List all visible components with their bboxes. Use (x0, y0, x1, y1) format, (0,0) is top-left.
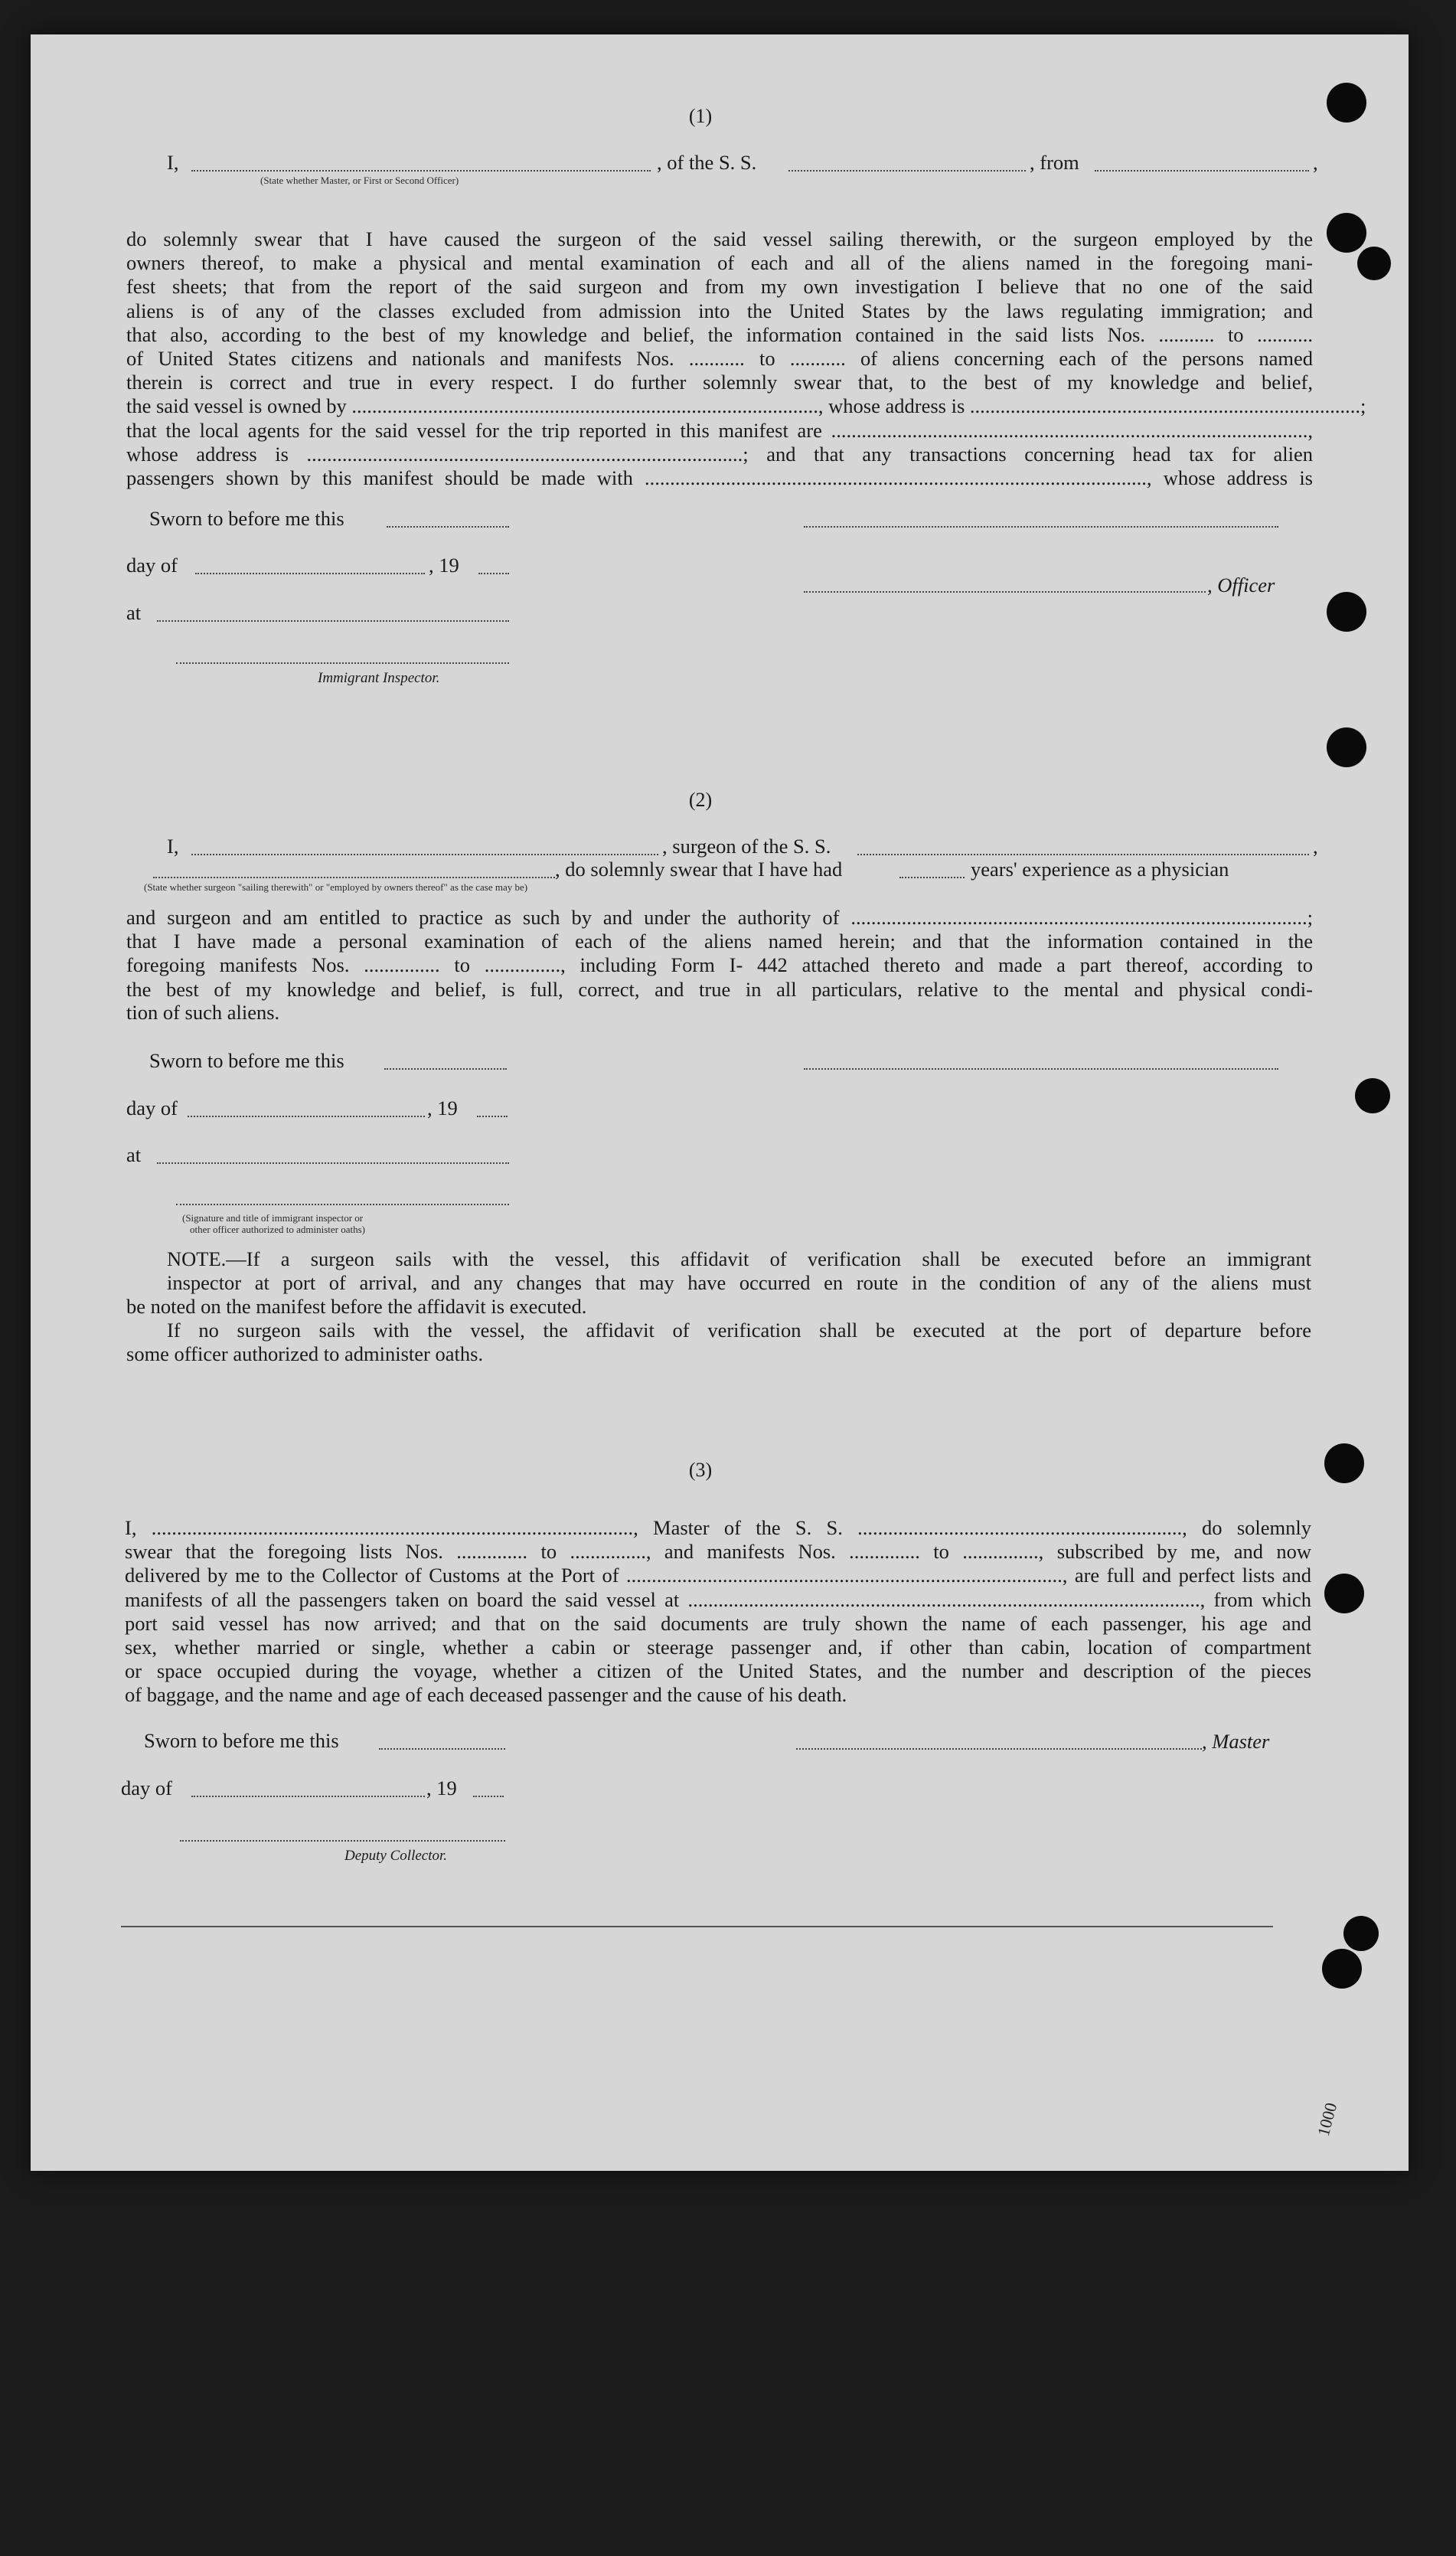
s1-rank-field[interactable] (191, 170, 651, 173)
s3-day-of: day of (121, 1776, 172, 1799)
s3-body-line: swear that the foregoing lists Nos. .............. to ..............., and manifests Nos. .............. to ..............., subscribed by me, and now (125, 1540, 1311, 1564)
s2-at: at (126, 1143, 142, 1166)
s2-year-field[interactable] (477, 1116, 508, 1119)
s1-body-line: aliens is of any of the classes excluded from admission into the United States by the laws regulating immigration; and (126, 299, 1313, 322)
section-2-number: (2) (688, 789, 713, 811)
s2-year: , 19 (427, 1097, 458, 1119)
s1-inspector-label: Immigrant Inspector. (318, 670, 440, 686)
s2-day-of: day of (126, 1097, 178, 1119)
punch-hole (1327, 592, 1366, 632)
s1-body-line: whose address is ......................................................................................; and that any transactions concerning head tax for alien (126, 442, 1313, 466)
s1-body-line: therein is correct and true in every respect. I do further solemnly swear that, to the best of my knowledge and belief, (126, 371, 1313, 394)
s2-line2-end: years' experience as a physician (971, 858, 1229, 881)
s2-inspector-signature-field[interactable] (176, 1204, 509, 1207)
s1-body-line: that also, according to the best of my knowledge and belief, the information contained in the said lists Nos. ........... to ........... (126, 322, 1313, 346)
s1-year-field[interactable] (478, 573, 509, 576)
s1-sworn: Sworn to before me this (149, 507, 344, 530)
s1-body-line: fest sheets; that from the report of the said surgeon and from my own investigation I believe that no one of the said (126, 275, 1313, 299)
punch-hole (1343, 1916, 1379, 1951)
s2-body-line: the best of my knowledge and belief, is full, correct, and true in all particulars, relative to the mental and physical condi- (126, 977, 1313, 1001)
s2-body-line: and surgeon and am entitled to practice as such by and under the authority of ..........................................................................................; (126, 906, 1313, 929)
s2-line2-mid: , do solemnly swear that I have had (555, 858, 843, 881)
s1-line1-start: I, (167, 151, 179, 174)
punch-hole (1322, 1949, 1362, 1989)
s1-year: , 19 (429, 554, 459, 577)
s3-collector-signature-field[interactable] (180, 1840, 505, 1843)
s1-vessel-field[interactable] (788, 170, 1026, 173)
s2-sig-hint-1: (Signature and title of immigrant inspector or (182, 1212, 364, 1224)
s2-note-line: inspector at port of arrival, and any changes that may have occurred en route in the condition of any of the aliens must (167, 1271, 1311, 1295)
s1-at: at (126, 601, 142, 624)
s1-line1-tail: , (1313, 151, 1318, 174)
s2-vessel-field[interactable] (857, 854, 1309, 857)
s3-master-label: , Master (1202, 1730, 1270, 1753)
s1-body-line: that the local agents for the said vessel for the trip reported in this manifest are .............................................................................................., (126, 418, 1313, 442)
bottom-rule (121, 1926, 1273, 1927)
s1-month-field[interactable] (195, 573, 425, 576)
s2-sig-hint-2: other officer authorized to administer oaths) (190, 1224, 365, 1235)
s2-note-line: NOTE.—If a surgeon sails with the vessel, this affidavit of verification shall be executed before an immigrant (167, 1247, 1311, 1270)
s2-line1-mid: , surgeon of the S. S. (662, 835, 831, 858)
s1-line1-mid: , of the S. S. (657, 151, 757, 174)
s1-officer-signature-field[interactable] (804, 526, 1278, 529)
s3-body-line: sex, whether married or single, whether a cabin or steerage passenger and, if other than cabin, location of compartment (125, 1636, 1311, 1659)
s1-body-line: the said vessel is owned by ............................................................................................, whose address is .............................................................................; (126, 394, 1366, 418)
s3-body-line: port said vessel has now arrived; and that on the said documents are truly shown the name of each passenger, his age and (125, 1611, 1311, 1635)
s3-body-line: manifests of all the passengers taken on board the said vessel at ....................................................................................................., from which (125, 1587, 1311, 1611)
s2-hint: (State whether surgeon "sailing therewith" or "employed by owners thereof" as the case may be) (144, 881, 528, 893)
s2-note2-last: some officer authorized to administer oaths. (126, 1342, 484, 1365)
s2-years-field[interactable] (899, 877, 965, 880)
s1-line1-end: , from (1030, 151, 1079, 174)
s2-sailing-field[interactable] (153, 877, 555, 880)
s2-surgeon-signature-field[interactable] (804, 1068, 1278, 1071)
section-1-number: (1) (688, 105, 713, 127)
s1-officer-label: , Officer (1207, 574, 1275, 597)
s3-sworn: Sworn to before me this (144, 1729, 339, 1752)
margin-handwritten-note: 1000 (1313, 2100, 1341, 2139)
s2-note2: If no surgeon sails with the vessel, the affidavit of verification shall be executed at the port of departure before (167, 1319, 1311, 1342)
manifest-page (31, 34, 1409, 2171)
s1-hint: (State whether Master, or First or Second Officer) (260, 175, 459, 186)
s3-year-field[interactable] (473, 1796, 504, 1799)
s3-collector-label: Deputy Collector. (344, 1848, 448, 1864)
s1-sworn-day-field[interactable] (387, 526, 509, 529)
section-3-number: (3) (688, 1459, 713, 1481)
s2-sworn: Sworn to before me this (149, 1049, 344, 1072)
punch-hole (1327, 213, 1366, 253)
s3-year: , 19 (426, 1776, 457, 1799)
punch-hole (1324, 1443, 1364, 1483)
s3-month-field[interactable] (191, 1796, 425, 1799)
s3-body-line: or space occupied during the voyage, whether a citizen of the United States, and the number and description of the pieces (125, 1659, 1311, 1683)
punch-hole (1355, 1078, 1390, 1113)
s3-body-line: I, ..............................................................................................., Master of the S. S. ................................................................, do solemnly (125, 1516, 1311, 1539)
s1-inspector-signature-field[interactable] (176, 662, 509, 665)
s2-line1-start: I, (167, 835, 179, 858)
s2-month-field[interactable] (188, 1116, 425, 1119)
s1-officer-name-field[interactable] (804, 591, 1206, 594)
s2-note-last: be noted on the manifest before the affidavit is executed. (126, 1295, 587, 1318)
s1-body-line: passengers shown by this manifest should be made with ..................................................................................................., whose address is (126, 466, 1313, 489)
punch-hole (1327, 83, 1366, 123)
s2-sworn-day-field[interactable] (384, 1068, 507, 1071)
s3-master-signature-field[interactable] (796, 1748, 1202, 1751)
s3-body-line: delivered by me to the Collector of Customs at the Port of ......................................................................................, are full and perfect lists and (125, 1564, 1311, 1587)
s2-body-line: that I have made a personal examination of each of the aliens named herein; and that the information contained in the (126, 930, 1313, 953)
punch-hole (1327, 727, 1366, 767)
s2-body-last: tion of such aliens. (126, 1001, 280, 1024)
s1-body-line: owners thereof, to make a physical and mental examination of each and all of the aliens named in the foregoing mani- (126, 251, 1313, 275)
s1-body-line: do solemnly swear that I have caused the surgeon of the said vessel sailing therewith, or the surgeon employed by the (126, 227, 1313, 250)
punch-hole (1324, 1574, 1364, 1613)
s2-line1-end: , (1313, 835, 1318, 858)
s3-body-last: of baggage, and the name and age of each deceased passenger and the cause of his death. (125, 1683, 847, 1706)
s2-at-field[interactable] (157, 1162, 509, 1165)
punch-hole (1357, 247, 1391, 280)
s1-at-field[interactable] (157, 620, 509, 623)
s1-from-field[interactable] (1095, 170, 1309, 173)
s1-body-line: of United States citizens and nationals and manifests Nos. ........... to ........... of aliens concerning each of the persons named (126, 347, 1313, 370)
s2-body-line: foregoing manifests Nos. ............... to ..............., including Form I- 442 attached thereto and made a part thereof, according to (126, 953, 1313, 977)
s2-surgeon-name-field[interactable] (191, 854, 658, 857)
s1-day-of: day of (126, 554, 178, 577)
s3-sworn-day-field[interactable] (379, 1748, 505, 1751)
